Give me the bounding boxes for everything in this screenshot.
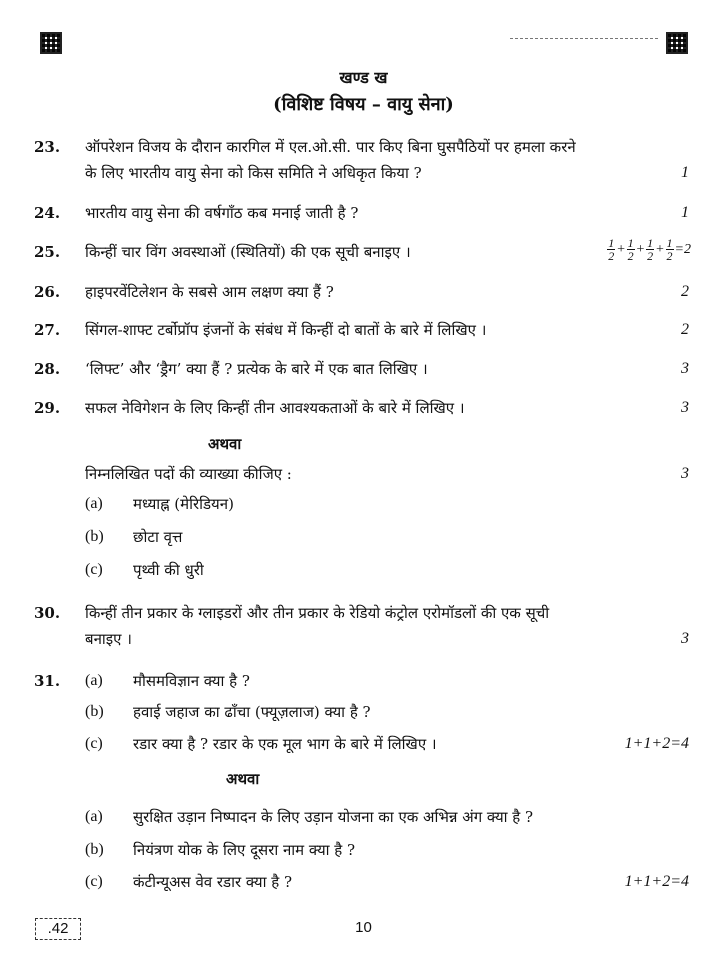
page-number: 10 [355,919,372,936]
question-marks: 2 [681,283,689,300]
question-marks-fraction: 1 2 + 1 2 + 1 2 + $\frac{1}{2}$ =2 [608,236,691,263]
question-marks: 1+1+2=4 [624,873,689,890]
question-marks: 3 [681,360,689,377]
or-label: अथवा [208,435,242,453]
sub-item-text: मध्याह्न (मेरिडियन) [133,495,234,513]
fraction-total: =2 [674,241,691,257]
sub-item-text: रडार क्या है ? रडार के एक मूल भाग के बारे में लिखिए । [133,735,437,753]
question-text: सिंगल-शाफ्ट टर्बोप्रॉप इंजनों के संबंध में किन्हीं दो बातों के बारे में लिखिए । [85,321,487,339]
sub-item-label: (a) [85,495,103,512]
header-rule [510,38,658,39]
question-number: 24. [34,204,61,222]
question-marks: 3 [681,630,689,647]
sub-item-label: (a) [85,808,103,825]
sub-item-text: पृथ्वी की धुरी [133,561,204,579]
sub-item-text: सुरक्षित उड़ान निष्पादन के लिए उड़ान योजना का एक अभिन्न अंग क्या है ? [133,808,534,826]
sub-item-label: (c) [85,735,103,752]
question-text: किन्हीं चार विंग अवस्थाओं (स्थितियों) की एक सूची बनाइए । [85,243,411,261]
sub-item-label: (a) [85,672,103,689]
or-label: अथवा [226,770,260,788]
fraction-half: 1 2 [647,236,654,263]
sub-item-text: हवाई जहाज का ढाँचा (फ्यूज़लाज) क्या है ? [133,703,371,721]
question-number: 23. [34,138,61,156]
sub-item-text: नियंत्रण योक के लिए दूसरा नाम क्या है ? [133,841,356,859]
subject-title: (विशिष्ट विषय – वायु सेना) [273,94,454,115]
question-number: 29. [34,399,61,417]
sub-item-text: कंटीन्यूअस वेव रडार क्या है ? [133,873,293,891]
fraction-half: $\frac{1}{2}$ [666,236,673,263]
question-marks: 1 [681,164,689,181]
question-text: बनाइए । [85,630,132,648]
question-text: सफल नेविगेशन के लिए किन्हीं तीन आवश्यकताओं के बारे में लिखिए । [85,399,465,417]
sub-item-label: (b) [85,528,104,545]
question-number: 25. [34,243,61,261]
sub-item-label: (b) [85,841,104,858]
qr-code-icon [666,32,688,54]
question-marks: 1+1+2=4 [624,735,689,752]
question-text: ‘लिफ्ट’ और ‘ड्रैग’ क्या हैं ? प्रत्येक के बारे में एक बात लिखिए । [85,360,428,378]
question-number: 27. [34,321,61,339]
question-text: भारतीय वायु सेना की वर्षगाँठ कब मनाई जाती है ? [85,204,359,222]
sub-item-text: छोटा वृत्त [133,528,183,546]
sub-item-label: (c) [85,561,103,578]
question-number: 28. [34,360,61,378]
qr-code-icon [40,32,62,54]
fraction-half: 1 2 [627,236,634,263]
question-marks: 3 [681,465,689,482]
sub-item-label: (c) [85,873,103,890]
question-marks: 1 [681,204,689,221]
sub-item-label: (b) [85,703,104,720]
question-marks: 3 [681,399,689,416]
sub-item-text: मौसमविज्ञान क्या है ? [133,672,250,690]
section-title: खण्ड ख [339,68,388,87]
question-marks: 2 [681,321,689,338]
question-text: ऑपरेशन विजय के दौरान कारगिल में एल.ओ.सी. पार किए बिना घुसपैठियों पर हमला करने [85,138,576,156]
question-number: 30. [34,604,61,622]
fraction-half: 1 2 [608,236,615,263]
question-text: किन्हीं तीन प्रकार के ग्लाइडरों और तीन प्रकार के रेडियो कंट्रोल एरोमॉडलों की एक सूची [85,604,550,622]
question-number: 31. [34,672,61,690]
question-number: 26. [34,283,61,301]
question-text: निम्नलिखित पदों की व्याख्या कीजिए : [85,465,292,483]
question-text: के लिए भारतीय वायु सेना को किस समिति ने अधिकृत किया ? [85,164,422,182]
paper-code-box: .42 [35,918,81,940]
question-text: हाइपरवेंटिलेशन के सबसे आम लक्षण क्या हैं ? [85,283,334,301]
